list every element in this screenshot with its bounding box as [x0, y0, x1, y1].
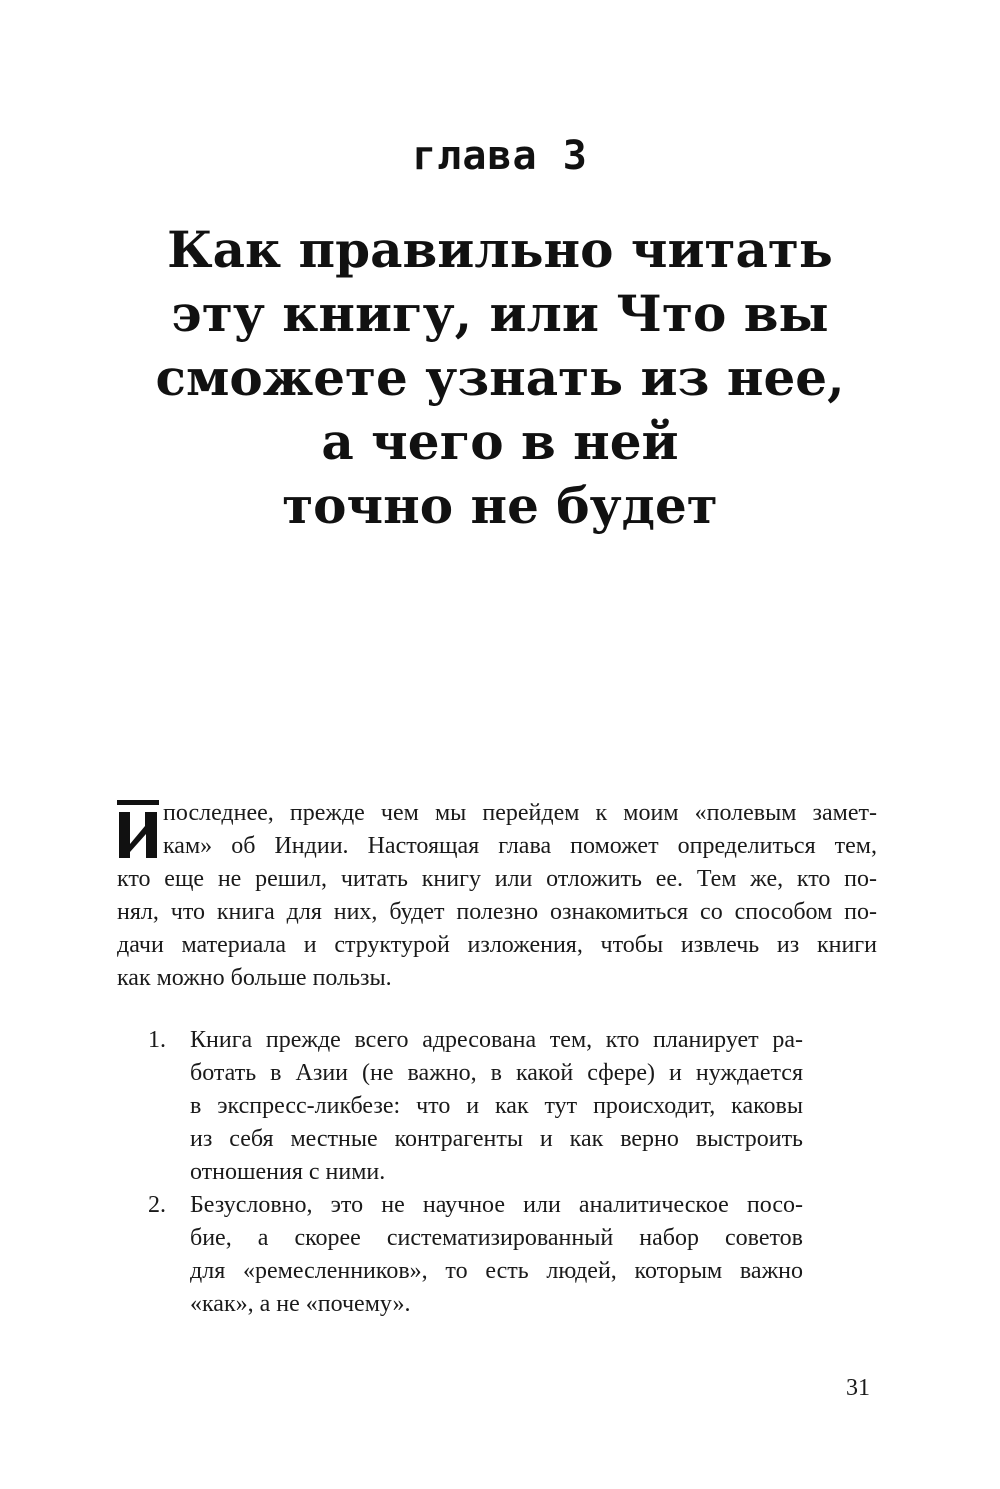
title-line: сможете узнать из нее, — [155, 348, 845, 407]
intro-paragraph — [117, 797, 877, 995]
list-item — [148, 1189, 803, 1321]
title-line: Как правильно читать — [167, 220, 833, 279]
chapter-title — [0, 218, 1000, 538]
page-number: 31 — [846, 1375, 870, 1401]
list-item-line: бие, а скорее систематизированный набор советов — [190, 1225, 803, 1251]
intro-line: кто еще не решил, читать книгу или отложить ее. Тем же, кто по- — [117, 866, 877, 892]
list-item — [148, 1024, 803, 1189]
title-line: а чего в ней — [321, 412, 679, 471]
list-item-body — [190, 1189, 803, 1321]
intro-line: дачи материала и структурой изложения, чтобы извлечь из книги — [117, 932, 877, 958]
list-item-line: из себя местные контрагенты и как верно выстроить — [190, 1126, 803, 1152]
list-item-line: ботать в Азии (не важно, в какой сфере) и нуждается — [190, 1060, 803, 1086]
list-item-line: в экспресс-ликбезе: что и как тут происходит, каковы — [190, 1093, 803, 1119]
intro-line: нял, что книга для них, будет полезно ознакомиться со способом по- — [117, 899, 877, 925]
chapter-label: глава 3 — [412, 133, 588, 179]
list-item-line: отношения с ними. — [190, 1159, 386, 1185]
list-item-line: «как», а не «почему». — [190, 1291, 411, 1317]
list-item-number: 1. — [148, 1027, 166, 1053]
intro-line: кам» об Индии. Настоящая глава поможет определиться тем, — [163, 833, 877, 859]
list-item-line: Книга прежде всего адресована тем, кто планирует ра- — [190, 1027, 803, 1053]
list-item-number: 2. — [148, 1192, 166, 1218]
intro-line: как можно больше пользы. — [117, 965, 392, 991]
list-item-body — [190, 1024, 803, 1189]
title-line: точно не будет — [282, 476, 718, 535]
drop-cap — [117, 800, 159, 860]
list-item-line: для «ремесленников», то есть людей, которым важно — [190, 1258, 803, 1284]
list-item-line: Безусловно, это не научное или аналитическое посо- — [190, 1192, 803, 1218]
intro-line: последнее, прежде чем мы перейдем к моим «полевым замет- — [163, 800, 877, 826]
title-line: эту книгу, или Что вы — [171, 284, 829, 343]
